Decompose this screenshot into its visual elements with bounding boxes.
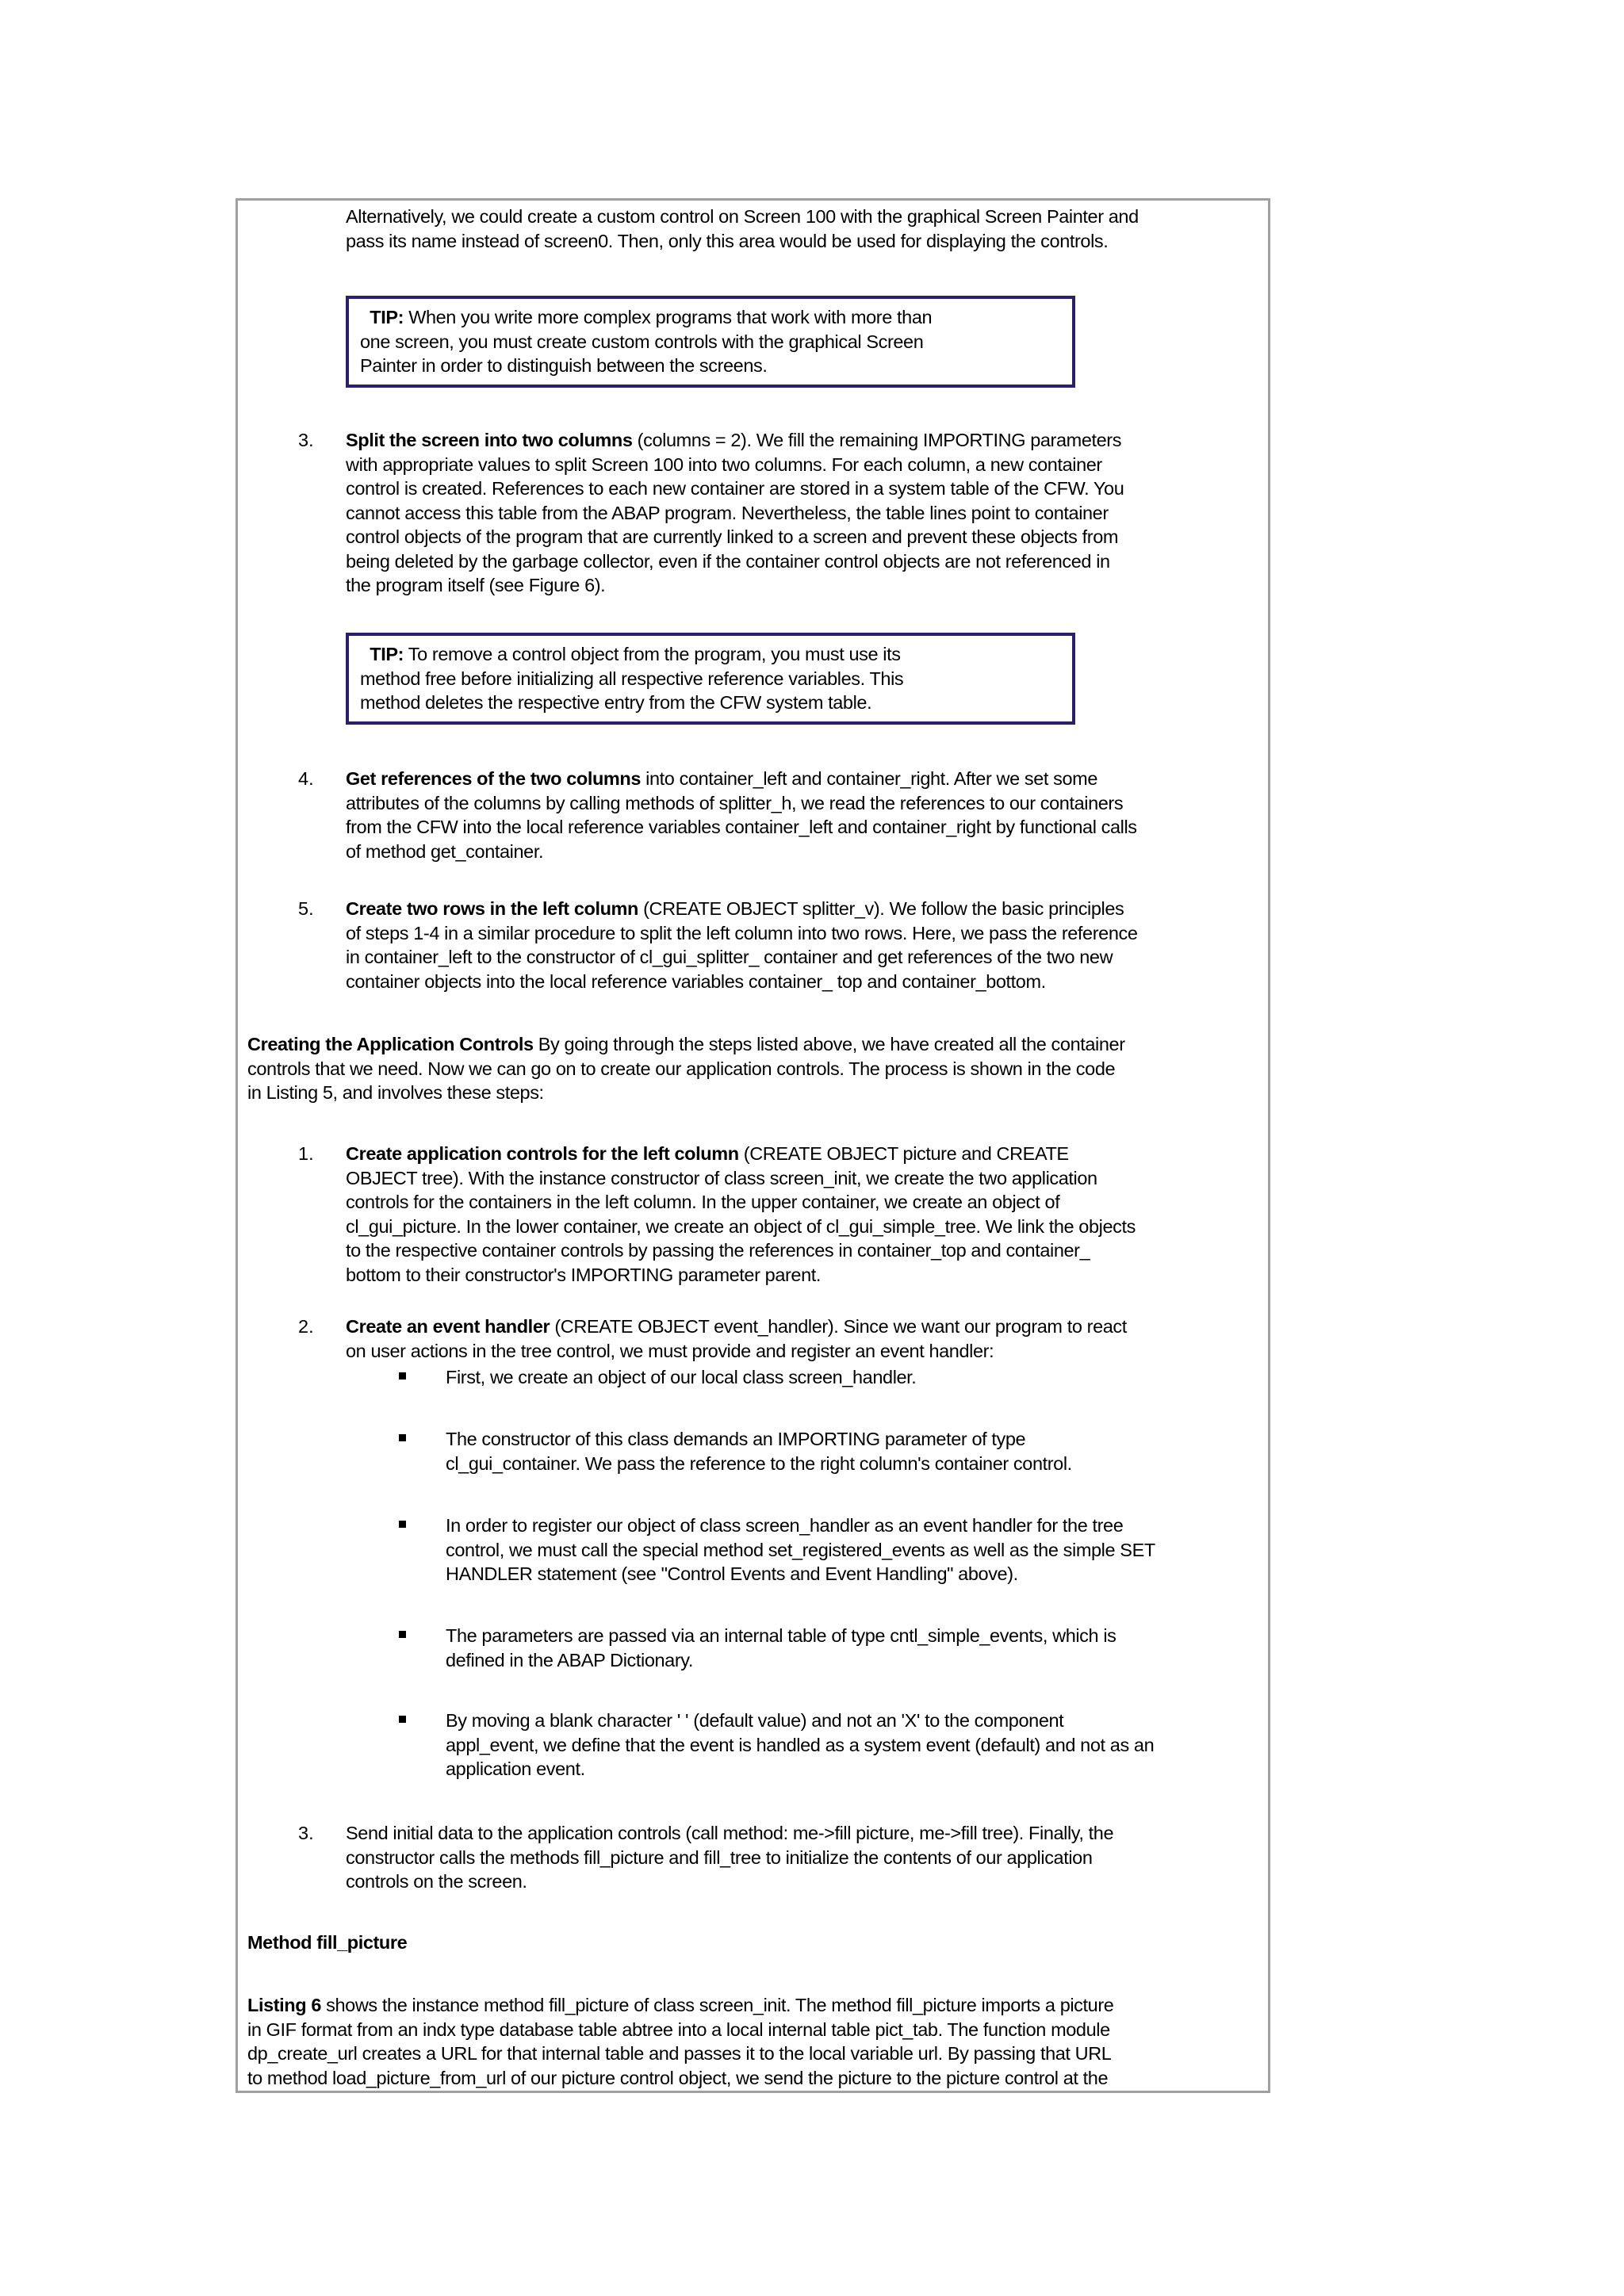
step-title: Create an event handler (346, 1316, 550, 1337)
text-line: with appropriate values to split Screen 100 into two columns. For each column, a new container (346, 453, 1102, 475)
step-number: 5. (298, 898, 314, 919)
bullet-item (446, 1709, 1154, 1781)
text-line: to the respective container controls by passing the references in container_top and container_ (346, 1240, 1090, 1261)
text-line: method deletes the respective entry from the CFW system table. (360, 692, 872, 713)
text-line: pass its name instead of screen0. Then, only this area would be used for displaying the controls. (346, 230, 1109, 251)
tip-label: TIP: (370, 644, 404, 664)
app-step-1-paragraph: Create application controls for the left column (CREATE OBJECT picture and CREATE OBJECT tree). With the instance constructor of class screen_init, we create the two application controls for the containers in the left column. In the upper container, we create an object of cl_gui_picture. In the lower container, we create an object of cl_gui_simple_tree. We link the objects to the respective container controls by passing the references in container_top and container_ bottom to their constructor's IMPORTING parameter parent. (346, 1142, 1136, 1287)
step-title: Create two rows in the left column (346, 898, 638, 919)
text-line: control, we must call the special method set_registered_events as well as the simple SET (446, 1539, 1155, 1560)
text-line: The constructor of this class demands an IMPORTING parameter of type (446, 1429, 1026, 1449)
text-line: method free before initializing all respective reference variables. This (360, 668, 904, 689)
bullet-icon (399, 1521, 406, 1528)
step-number: 3. (298, 1823, 314, 1843)
text-line: appl_event, we define that the event is handled as a system event (default) and not as an (446, 1734, 1155, 1755)
section-title: Creating the Application Controls (247, 1034, 534, 1054)
app-step-3-paragraph (346, 1821, 1113, 1894)
text-line: bottom to their constructor's IMPORTING parameter parent. (346, 1264, 822, 1285)
text-line: in Listing 5, and involves these steps: (247, 1082, 544, 1103)
text-line: By moving a blank character ' ' (default value) and not an 'X' to the component (446, 1710, 1064, 1731)
tip-box: TIP: When you write more complex programs that work with more than one screen, you must create custom controls with the graphical Screen Painter in order to distinguish between the screens. (346, 296, 1075, 388)
text-line: container objects into the local reference variables container_ top and container_bottom. (346, 970, 1046, 992)
section-heading: Method fill_picture (247, 1932, 408, 1953)
bullet-icon (399, 1434, 406, 1441)
text-line: of steps 1-4 in a similar procedure to split the left column into two rows. Here, we pass the reference (346, 922, 1138, 943)
step-title: Create application controls for the left column (346, 1143, 739, 1164)
text-line: controls for the containers in the left column. In the upper container, we create an object of (346, 1192, 1060, 1212)
text-line: HANDLER statement (see "Control Events and Event Handling" above). (446, 1563, 1018, 1584)
text-line: cannot access this table from the ABAP program. Nevertheless, the table lines point to container (346, 502, 1109, 523)
text-line: from the CFW into the local reference variables container_left and container_right by functional calls (346, 817, 1137, 837)
text-line: in GIF format from an indx type database table abtree into a local internal table pict_tab. The function module (247, 2019, 1110, 2040)
text-line: In order to register our object of class screen_handler as an event handler for the tree (446, 1515, 1124, 1536)
text-line: OBJECT tree). With the instance constructor of class screen_init, we create the two application (346, 1167, 1097, 1188)
step-title: Get references of the two columns (346, 768, 642, 789)
text-line: dp_create_url creates a URL for that internal table and passes it to the local variable url. By passing that URL (247, 2043, 1112, 2064)
app-step-2-paragraph: Create an event handler (CREATE OBJECT event_handler). Since we want our program to react on user actions in the tree control, we must provide and register an event handler: (346, 1314, 1127, 1363)
step-3-paragraph: Split the screen into two columns (columns = 2). We fill the remaining IMPORTING parameters with appropriate values to split Screen 100 into two columns. For each column, a new container control is created. References to each new container are stored in a system table of the CFW. You cannot access this table from the ABAP program. Nevertheless, the table lines point to container control objects of the program that are currently linked to a screen and prevent these objects from being deleted by the garbage collector, even if the container control objects are not referenced in the program itself (see Figure 6). (346, 428, 1124, 598)
bullet-item (446, 1427, 1072, 1475)
tip-box: TIP: To remove a control object from the program, you must use its method free before initializing all respective reference variables. This method deletes the respective entry from the CFW system table. (346, 633, 1075, 725)
creating-paragraph: Creating the Application Controls By going through the steps listed above, we have created all the container controls that we need. Now we can go on to create our application controls. The process is shown in the code in Listing 5, and involves these steps: (247, 1032, 1125, 1105)
text-line: defined in the ABAP Dictionary. (446, 1649, 694, 1670)
text-line: attributes of the columns by calling methods of splitter_h, we read the references to our containers (346, 792, 1124, 813)
text-line: control objects of the program that are currently linked to a screen and prevent these objects from (346, 526, 1119, 547)
text-line: control is created. References to each new container are stored in a system table of the CFW. You (346, 478, 1124, 499)
text-line: controls on the screen. (346, 1871, 527, 1892)
text-line: application event. (446, 1758, 585, 1779)
text-line: Painter in order to distinguish between the screens. (360, 355, 768, 376)
bullet-item (446, 1624, 1116, 1672)
text-line: of method get_container. (346, 840, 544, 862)
text-line: in container_left to the constructor of cl_gui_splitter_ container and get references of the two new (346, 947, 1113, 967)
listing-6-paragraph: Listing 6 shows the instance method fill_picture of class screen_init. The method fill_picture imports a picture in GIF format from an indx type database table abtree into a local internal table pict_tab. The function module dp_create_url creates a URL for that internal table and passes it to the local variable url. By passing that URL to method load_picture_from_url of our picture control object, we send the picture to the picture control at the (247, 1993, 1113, 2090)
text-line: controls that we need. Now we can go on to create our application controls. The process is shown in the code (247, 1058, 1116, 1079)
text-line: being deleted by the garbage collector, even if the container control objects are not referenced in (346, 550, 1110, 572)
text-line: cl_gui_picture. In the lower container, we create an object of cl_gui_simple_tree. We link the objects (346, 1215, 1136, 1237)
text-line: Alternatively, we could create a custom control on Screen 100 with the graphical Screen Painter and (346, 206, 1139, 227)
text-line: The parameters are passed via an internal table of type cntl_simple_events, which is (446, 1625, 1116, 1646)
text-line: constructor calls the methods fill_picture and fill_tree to initialize the contents of our application (346, 1846, 1093, 1868)
bullet-item (446, 1513, 1155, 1586)
text-line: the program itself (see Figure 6). (346, 575, 606, 595)
bullet-icon (399, 1372, 406, 1380)
step-number: 4. (298, 768, 314, 789)
text-line: on user actions in the tree control, we must provide and register an event handler: (346, 1340, 994, 1361)
text-line: to method load_picture_from_url of our picture control object, we send the picture to the picture control at the (247, 2067, 1109, 2088)
text-line: one screen, you must create custom controls with the graphical Screen (360, 331, 924, 352)
bullet-icon (399, 1631, 406, 1638)
step-4-paragraph: Get references of the two columns into container_left and container_right. After we set some attributes of the columns by calling methods of splitter_h, we read the references to our containers from the CFW into the local reference variables container_left and container_right by functional calls of method get_container. (346, 767, 1137, 863)
tip-label: TIP: (370, 307, 404, 327)
step-number: 1. (298, 1143, 314, 1164)
text-line: cl_gui_container. We pass the reference to the right column's container control. (446, 1452, 1072, 1474)
step-number: 3. (298, 430, 314, 450)
text-line: First, we create an object of our local class screen_handler. (446, 1367, 917, 1387)
step-5-paragraph: Create two rows in the left column (CREATE OBJECT splitter_v). We follow the basic principles of steps 1-4 in a similar procedure to split the left column into two rows. Here, we pass the reference in container_left to the constructor of cl_gui_splitter_ container and get references of the two new container objects into the local reference variables container_ top and container_bottom. (346, 897, 1138, 993)
intro-paragraph (346, 205, 1139, 253)
bullet-item (446, 1365, 916, 1390)
text-line: Send initial data to the application controls (call method: me->fill picture, me->fill tree). Finally, the (346, 1823, 1114, 1843)
step-number: 2. (298, 1316, 314, 1337)
listing-title: Listing 6 (247, 1995, 322, 2015)
step-title: Split the screen into two columns (346, 430, 633, 450)
bullet-icon (399, 1716, 406, 1723)
